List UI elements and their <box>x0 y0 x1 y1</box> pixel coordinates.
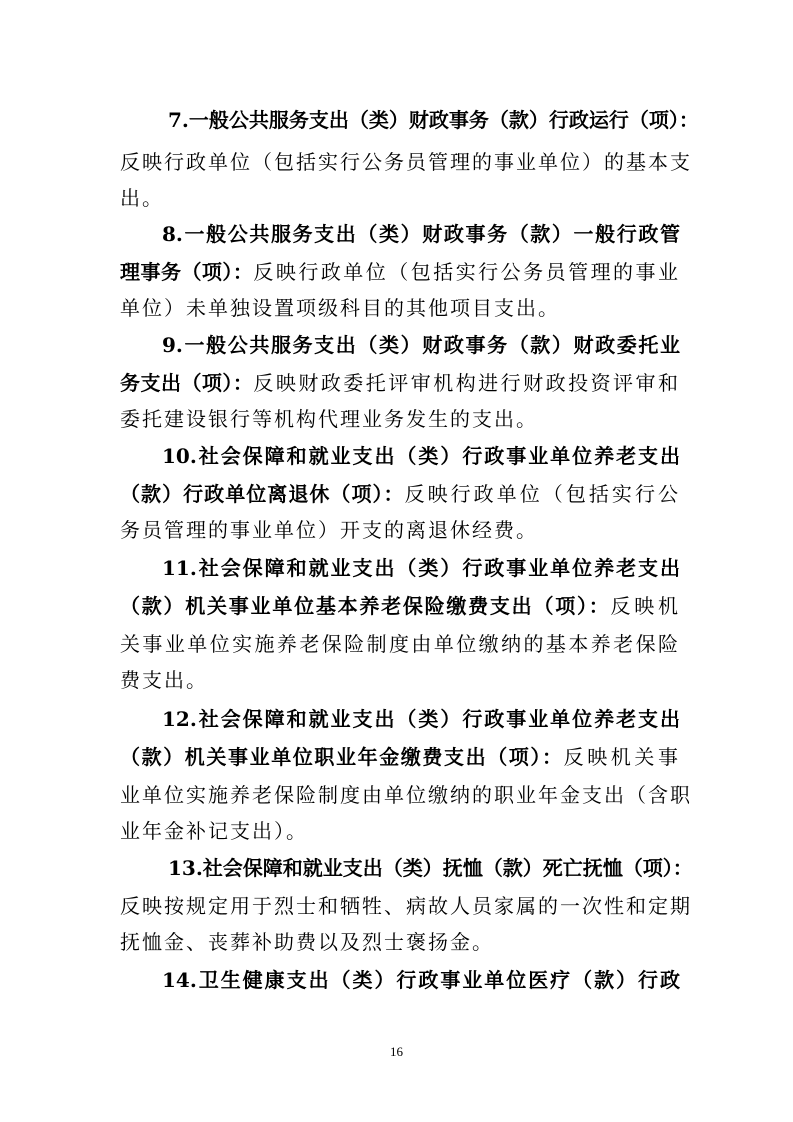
item-9-heading-cont: 务支出（项）： <box>120 371 254 395</box>
item-11-body-line: 关事业单位实施养老保险制度由单位缴纳的基本养老保险 <box>120 632 680 656</box>
item-10-heading-cont: （款）行政单位离退休（项）： <box>120 482 405 506</box>
item-13-body-line: 抚恤金、丧葬补助费以及烈士褒扬金。 <box>120 930 494 954</box>
item-8-body-text: 反映行政单位（包括实行公务员管理的事业 <box>253 260 681 284</box>
item-12-body-text: 反映机关事 <box>563 745 681 769</box>
item-7-body-line: 反映行政单位（包括实行公务员管理的事业单位）的基本支 <box>120 150 692 174</box>
item-12-heading-cont: （款）机关事业单位职业年金缴费支出（项）： <box>120 745 564 769</box>
item-8-heading: 8.一般公共服务支出（类）财政事务（款）一般行政管 <box>162 222 680 246</box>
item-12-body-line <box>120 745 680 769</box>
item-9-body-text: 反映财政委托评审机构进行财政投资评审和 <box>253 371 681 395</box>
item-12-body-line: 业年金补记支出）。 <box>120 819 308 843</box>
item-7-heading: 7.一般公共服务支出（类）财政事务（款）行政运行（项）： <box>168 108 699 132</box>
item-12-heading: 12.社会保障和就业支出（类）行政事业单位养老支出 <box>162 707 680 731</box>
item-14-heading: 14.卫生健康支出（类）行政事业单位医疗（款）行政 <box>162 968 680 992</box>
item-11-body-line: 费支出。 <box>120 668 208 692</box>
item-11-body-line <box>120 594 680 618</box>
item-12-body-line: 业单位实施养老保险制度由单位缴纳的职业年金支出（含职 <box>120 783 692 807</box>
item-8-body-line: 单位）未单独设置项级科目的其他项目支出。 <box>120 296 560 320</box>
item-9-body-line: 委托建设银行等机构代理业务发生的支出。 <box>120 407 538 431</box>
page-number: 16 <box>390 1044 403 1059</box>
item-8-heading-cont: 理事务（项）： <box>120 260 254 284</box>
item-10-body-text: 反映行政单位（包括实行公 <box>404 482 681 506</box>
item-9-body-line <box>120 371 680 395</box>
item-11-heading: 11.社会保障和就业支出（类）行政事业单位养老支出 <box>162 556 680 580</box>
item-11-heading-cont: （款）机关事业单位基本养老保险缴费支出（项）： <box>120 594 611 618</box>
item-13-body-line: 反映按规定用于烈士和牺牲、病故人员家属的一次性和定期 <box>120 894 692 918</box>
item-13-heading: 13.社会保障和就业支出（类）抚恤（款）死亡抚恤（项）： <box>168 856 693 880</box>
item-7-body-line: 出。 <box>120 186 164 210</box>
item-11-body-text: 反映机 <box>610 594 681 618</box>
item-9-heading: 9.一般公共服务支出（类）财政事务（款）财政委托业 <box>162 333 680 357</box>
item-10-body-line: 务员管理的事业单位）开支的离退休经费。 <box>120 518 538 542</box>
item-10-heading: 10.社会保障和就业支出（类）行政事业单位养老支出 <box>162 444 680 468</box>
item-10-body-line <box>120 482 680 506</box>
item-8-body-line <box>120 260 680 284</box>
